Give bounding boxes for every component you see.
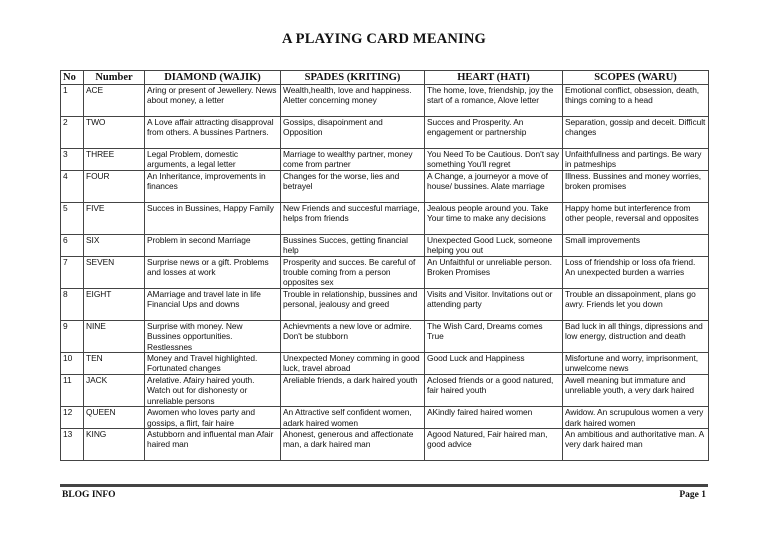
cell-heart: The home, love, friendship, joy the start of a romance, Alove letter [425, 85, 563, 117]
cell-spades: An Attractive self confident women, adark haired women [281, 407, 425, 429]
cell-heart: AKindly faired haired women [425, 407, 563, 429]
table-row [61, 407, 709, 429]
cell-spades: Marriage to wealthy partner, money come from partner [281, 149, 425, 171]
cell-no: 3 [61, 149, 84, 171]
cell-scopes: Loss of friendship or loss ofa friend. An unexpected burden a warries [563, 256, 709, 288]
cell-spades: Changes for the worse, lies and betrayel [281, 170, 425, 202]
table-header-row [61, 71, 709, 85]
cell-number: JACK [84, 374, 145, 406]
cell-number: FOUR [84, 170, 145, 202]
cell-spades: New Friends and succesful marriage, helps from friends [281, 202, 425, 234]
cell-scopes: Unfaithfullness and partings. Be wary in patmeships [563, 149, 709, 171]
cell-diamond: Aring or present of Jewellery. News about money, a letter [145, 85, 281, 117]
cell-heart: You Need To be Cautious. Don't say something You'll regret [425, 149, 563, 171]
page-title: A PLAYING CARD MEANING [281, 31, 487, 47]
cell-spades: Trouble in relationship, bussines and personal, jealousy and greed [281, 288, 425, 320]
table-row [61, 320, 709, 352]
cell-diamond: A Love affair attracting disapproval from others. A bussines Partners. [145, 117, 281, 149]
cell-scopes: Misfortune and worry, imprisonment, unwelcome news [563, 353, 709, 375]
table-row [61, 256, 709, 288]
cell-scopes: Illness. Bussines and money worries, broken promises [563, 170, 709, 202]
cell-no: 12 [61, 407, 84, 429]
cell-no: 8 [61, 288, 84, 320]
cell-number: THREE [84, 149, 145, 171]
cell-diamond: Arelative. Afairy haired youth. Watch out for dishonesty or unreliable persons [145, 374, 281, 406]
cell-no: 10 [61, 353, 84, 375]
footer-page-number: Page 1 [679, 490, 706, 500]
table-row [61, 374, 709, 406]
cell-heart: Succes and Prosperity. An engagement or partnership [425, 117, 563, 149]
cell-diamond: Legal Problem, domestic arguments, a legal letter [145, 149, 281, 171]
cell-diamond: Astubborn and influental man Afair haired man [145, 428, 281, 460]
table-row [61, 170, 709, 202]
cell-number: KING [84, 428, 145, 460]
cell-number: EIGHT [84, 288, 145, 320]
table-row [61, 85, 709, 117]
cell-scopes: Small improvements [563, 234, 709, 256]
header-number: Number [84, 71, 145, 85]
cell-diamond: Problem in second Marriage [145, 234, 281, 256]
cell-heart: Good Luck and Happiness [425, 353, 563, 375]
cell-heart: An Unfaithful or unreliable person. Broken Promises [425, 256, 563, 288]
header-spades: SPADES (KRITING) [281, 71, 425, 85]
footer-divider [60, 484, 708, 487]
cell-no: 1 [61, 85, 84, 117]
header-no: No [61, 71, 84, 85]
cell-number: TEN [84, 353, 145, 375]
cell-no: 5 [61, 202, 84, 234]
cell-no: 13 [61, 428, 84, 460]
cell-scopes: Bad luck in all things, dipressions and low energy, distruction and death [563, 320, 709, 352]
cell-scopes: Separation, gossip and deceit. Difficult changes [563, 117, 709, 149]
cell-heart: A Change, a journeyor a move of house/ bussines. Alate marriage [425, 170, 563, 202]
cell-diamond: Awomen who loves party and gossips, a flirt, fair haire [145, 407, 281, 429]
cell-spades: Achievments a new love or admire. Don't be stubborn [281, 320, 425, 352]
table-row [61, 149, 709, 171]
cell-diamond: AMarriage and travel late in life Financial Ups and downs [145, 288, 281, 320]
cell-no: 7 [61, 256, 84, 288]
cell-spades: Gossips, disapoinment and Opposition [281, 117, 425, 149]
table-row [61, 202, 709, 234]
cell-heart: Unexpected Good Luck, someone helping you out [425, 234, 563, 256]
table-row [61, 428, 709, 460]
cell-scopes: An ambitious and authoritative man. A very dark haired man [563, 428, 709, 460]
cell-scopes: Emotional conflict, obsession, death, things coming to a head [563, 85, 709, 117]
cell-heart: Agood Natured, Fair haired man, good advice [425, 428, 563, 460]
cell-no: 4 [61, 170, 84, 202]
cell-no: 9 [61, 320, 84, 352]
cell-number: QUEEN [84, 407, 145, 429]
cell-diamond: An Inheritance, improvements in finances [145, 170, 281, 202]
header-heart: HEART (HATI) [425, 71, 563, 85]
cell-number: SEVEN [84, 256, 145, 288]
header-diamond: DIAMOND (WAJIK) [145, 71, 281, 85]
cell-diamond: Succes in Bussines, Happy Family [145, 202, 281, 234]
cell-heart: Visits and Visitor. Invitations out or attending party [425, 288, 563, 320]
table-row [61, 234, 709, 256]
cell-spades: Prosperity and succes. Be careful of trouble coming from a person opposites sex [281, 256, 425, 288]
cell-no: 2 [61, 117, 84, 149]
cell-scopes: Awidow. An scrupulous women a very dark haired women [563, 407, 709, 429]
cell-heart: Jealous people around you. Take Your time to make any decisions [425, 202, 563, 234]
cell-diamond: Surprise with money. New Bussines opportunities. Restlessnes [145, 320, 281, 352]
cell-heart: The Wish Card, Dreams comes True [425, 320, 563, 352]
cell-spades: Areliable friends, a dark haired youth [281, 374, 425, 406]
cell-number: NINE [84, 320, 145, 352]
cell-scopes: Awell meaning but immature and unreliable youth, a very dark haired [563, 374, 709, 406]
card-meaning-table [60, 70, 709, 461]
cell-number: TWO [84, 117, 145, 149]
cell-diamond: Surprise news or a gift. Problems and losses at work [145, 256, 281, 288]
table-row [61, 288, 709, 320]
cell-no: 11 [61, 374, 84, 406]
cell-spades: Bussines Succes, getting financial help [281, 234, 425, 256]
cell-spades: Unexpected Money comming in good luck, travel abroad [281, 353, 425, 375]
header-scopes: SCOPES (WARU) [563, 71, 709, 85]
table-row [61, 117, 709, 149]
cell-diamond: Money and Travel highlighted. Fortunated changes [145, 353, 281, 375]
cell-no: 6 [61, 234, 84, 256]
cell-heart: Aclosed friends or a good natured, fair haired youth [425, 374, 563, 406]
cell-spades: Ahonest, generous and affectionate man, a dark haired man [281, 428, 425, 460]
table-row [61, 353, 709, 375]
cell-number: SIX [84, 234, 145, 256]
cell-number: ACE [84, 85, 145, 117]
cell-scopes: Happy home but interference from other people, reversal and opposites [563, 202, 709, 234]
footer-blog-info: BLOG INFO [62, 490, 116, 500]
cell-spades: Wealth,health, love and happiness. Aletter concerning money [281, 85, 425, 117]
cell-number: FIVE [84, 202, 145, 234]
cell-scopes: Trouble an dissapoinment, plans go awry. Friends let you down [563, 288, 709, 320]
